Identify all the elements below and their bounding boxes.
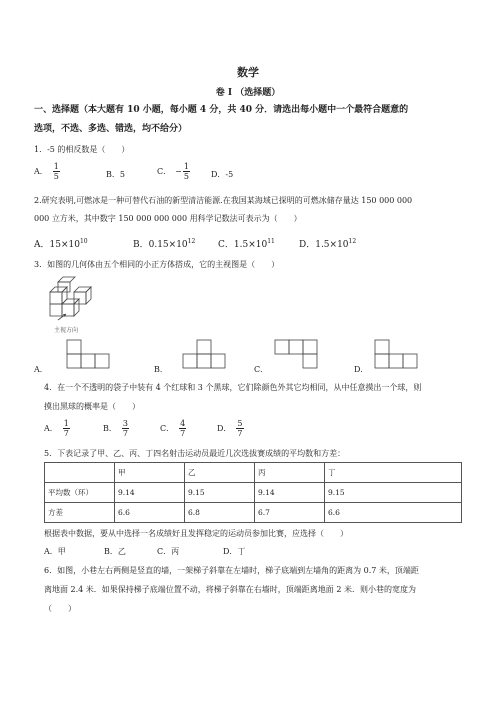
table-cell: 6.7 — [255, 503, 325, 523]
q1-c-denominator: 5 — [183, 172, 189, 181]
q2-b-exponent: 12 — [187, 238, 196, 245]
table-cell: 6.6 — [115, 503, 185, 523]
q3-solid-figure — [44, 276, 104, 334]
table-header-row — [45, 463, 462, 483]
q5-option-a[interactable]: A．甲 — [44, 547, 66, 556]
table-cell — [45, 463, 115, 483]
q6-line1: 6．如图，小巷左右两侧是竖直的墙，一架梯子斜靠在左墙时，梯子底端到左墙角的距离为 0.7 米，顶端距 — [44, 566, 419, 575]
q5-option-d[interactable]: D．丁 — [223, 547, 246, 556]
q6-line3: （ ） — [44, 604, 76, 613]
table-row — [45, 503, 462, 523]
q3-figure-caption: 主视方向 — [54, 327, 79, 334]
table-cell: 9.15 — [185, 483, 255, 503]
q1-a-fraction — [53, 162, 60, 181]
q2-d-text: D．1.5×10 — [299, 240, 349, 250]
q5-after-text: 根据表中数据，要从中选择一名成绩好且发挥稳定的运动员参加比赛，应选择（ ） — [44, 529, 348, 538]
q3-option-c-figure[interactable] — [274, 339, 320, 371]
q1-a-label: A． — [34, 167, 48, 176]
q5-option-b[interactable]: B．乙 — [104, 547, 126, 556]
q4-option-a[interactable] — [44, 419, 71, 438]
q1-a-numerator: 1 — [53, 162, 59, 171]
q4-c-fraction — [179, 419, 186, 438]
q6-line2: 离地面 2.4 米．如果保持梯子底端位置不动，将梯子斜靠在右墙时，顶端距离地面 2 米．则小巷的宽度为 — [44, 585, 416, 594]
q1-a-denominator: 5 — [53, 172, 59, 181]
q4-a-fraction — [63, 419, 70, 438]
q4-option-b[interactable] — [103, 419, 130, 438]
q2-c-exponent: 11 — [267, 238, 275, 245]
q3-option-c[interactable]: C． — [254, 365, 269, 374]
q1-c-sign: − — [175, 167, 182, 176]
table-cell: 方差 — [45, 503, 115, 523]
q1-c-numerator: 1 — [183, 162, 189, 171]
q2-b-text: B．0.15×10 — [133, 240, 188, 250]
table-row — [45, 483, 462, 503]
q4-c-numerator: 4 — [180, 419, 186, 428]
q4-b-denominator: 7 — [122, 429, 128, 438]
table-cell: 丙 — [255, 463, 325, 483]
table-cell: 9.14 — [115, 483, 185, 503]
q3-option-d[interactable]: D． — [354, 365, 369, 374]
q4-b-numerator: 3 — [122, 419, 128, 428]
volume-heading: 卷 I （选择题） — [215, 88, 281, 98]
q1-option-d[interactable]: D．-5 — [211, 170, 234, 179]
q1-stem: 1．-5 的相反数是（ ） — [34, 145, 130, 154]
q4-a-denominator: 7 — [63, 429, 69, 438]
q4-d-label: D． — [217, 424, 232, 433]
q3-stem: 3．如图的几何体由五个相同的小正方体搭成，它的主视图是（ ） — [34, 260, 280, 269]
q2-option-c[interactable] — [218, 236, 275, 251]
table-cell: 6.6 — [325, 503, 462, 523]
page-title: 数学 — [237, 66, 259, 79]
table-cell: 平均数（环） — [45, 483, 115, 503]
q3-option-d-figure[interactable] — [374, 339, 420, 371]
table-cell: 甲 — [115, 463, 185, 483]
table-cell: 6.8 — [185, 503, 255, 523]
q5-option-c[interactable]: C．丙 — [157, 547, 180, 556]
q3-option-b[interactable]: B． — [154, 365, 168, 374]
table-cell: 乙 — [185, 463, 255, 483]
table-cell: 丁 — [325, 463, 462, 483]
q2-option-a[interactable] — [34, 236, 88, 251]
q4-a-numerator: 1 — [63, 419, 69, 428]
q5-stem: 5．下表记录了甲、乙、丙、丁四名射击运动员最近几次选拔赛成绩的平均数和方差： — [44, 449, 346, 458]
q3-option-a[interactable]: A． — [34, 365, 48, 374]
table-cell: 9.15 — [325, 483, 462, 503]
q4-a-label: A． — [44, 424, 58, 433]
q2-option-b[interactable] — [133, 236, 195, 251]
q3-option-a-figure[interactable] — [66, 339, 112, 371]
q4-line2: 摸出黑球的概率是（ ） — [44, 402, 140, 411]
q1-c-label: C． — [157, 167, 172, 176]
q2-line1: 2.研究表明,可燃冰是一种可替代石油的新型清洁能源.在我国某海域已探明的可燃冰储存量达 150 000 000 — [34, 196, 413, 205]
q2-d-exponent: 12 — [348, 238, 357, 245]
q5-score-table — [44, 462, 462, 523]
q4-d-denominator: 7 — [237, 429, 243, 438]
q4-line1: 4．在一个不透明的袋子中装有 4 个红球和 3 个黑球，它们除颜色外其它均相同，从中任意摸出一个球，则 — [44, 383, 422, 392]
q4-c-label: C． — [160, 424, 175, 433]
q3-option-b-figure[interactable] — [182, 339, 228, 371]
table-cell: 9.14 — [255, 483, 325, 503]
q4-option-d[interactable] — [217, 419, 245, 438]
q4-d-numerator: 5 — [237, 419, 243, 428]
q4-d-fraction — [236, 419, 243, 438]
cube-stack-drawing — [50, 277, 91, 320]
q2-c-text: C．1.5×10 — [218, 240, 268, 250]
q2-option-d[interactable] — [299, 236, 356, 251]
section-heading-line2: 选项，不选、多选、错选，均不给分） — [34, 124, 188, 134]
q1-c-fraction — [183, 162, 190, 181]
q2-line2: 000 立方米，其中数字 150 000 000 000 用科学记数法可表示为（ ） — [34, 214, 302, 223]
q2-a-text: A．15×10 — [34, 240, 80, 250]
q4-option-c[interactable] — [160, 419, 187, 438]
q4-b-label: B． — [103, 424, 117, 433]
q4-b-fraction — [122, 419, 129, 438]
q2-a-exponent: 10 — [79, 238, 88, 245]
q1-option-a[interactable] — [34, 162, 61, 181]
q1-option-b[interactable]: B．5 — [106, 170, 125, 179]
q4-c-denominator: 7 — [180, 429, 186, 438]
section-heading-line1: 一、选择题（本大题有 10 小题，每小题 4 分，共 40 分．请选出每小题中一个最符合题意的 — [34, 105, 409, 115]
q1-option-c[interactable] — [157, 162, 191, 181]
